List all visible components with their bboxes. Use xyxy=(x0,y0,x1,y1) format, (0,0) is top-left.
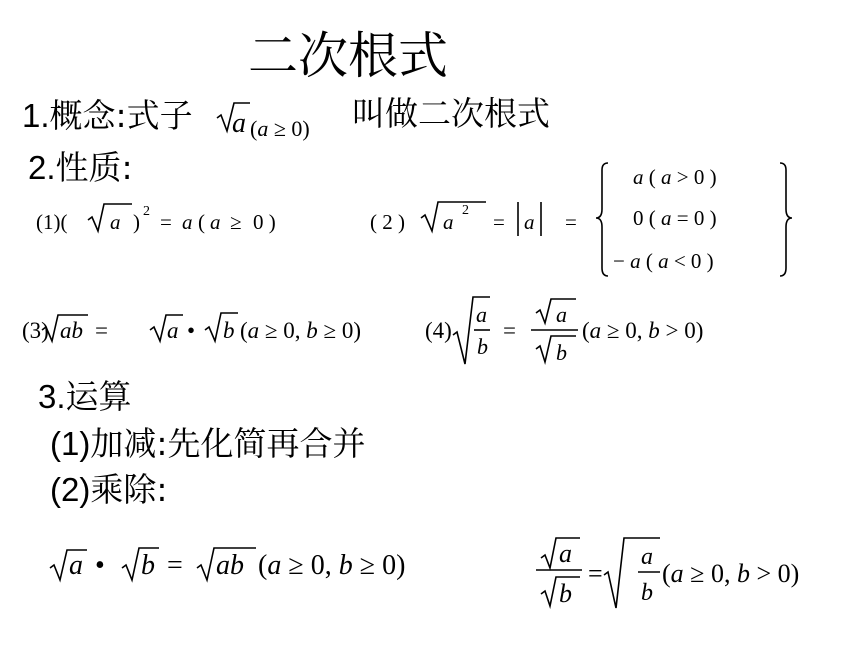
concept-number: 1. xyxy=(22,97,50,134)
svg-text:a: a xyxy=(110,210,121,234)
svg-text:ab: ab xyxy=(216,550,244,581)
svg-text:(3): (3) xyxy=(22,318,49,343)
svg-text:=: = xyxy=(503,318,516,343)
svg-text:0 ( a = 0 ): 0 ( a = 0 ) xyxy=(633,206,717,230)
add-subtract-number: (1) xyxy=(50,425,91,462)
svg-text:(a ≥ 0, b > 0): (a ≥ 0, b > 0) xyxy=(662,559,800,588)
svg-text:=: = xyxy=(588,559,603,588)
svg-text:a: a xyxy=(524,210,535,234)
svg-text:a: a xyxy=(69,550,83,581)
svg-text:≥: ≥ xyxy=(230,210,242,234)
svg-text:a: a xyxy=(182,210,193,234)
svg-text:(: ( xyxy=(198,210,205,234)
svg-text:(a ≥ 0): (a ≥ 0) xyxy=(250,116,310,141)
svg-text:(4): (4) xyxy=(425,318,452,343)
svg-text:b: b xyxy=(141,550,155,581)
p2-sqrt-sign xyxy=(421,202,486,231)
svg-text:a: a xyxy=(476,302,487,327)
svg-text:=: = xyxy=(565,210,577,234)
svg-text:− a ( a < 0 ): − a ( a < 0 ) xyxy=(613,249,714,273)
svg-text:=: = xyxy=(160,210,172,234)
svg-text:a: a xyxy=(641,544,653,570)
properties-number: 2. xyxy=(28,149,56,186)
svg-text:b: b xyxy=(223,318,235,343)
svg-text:ab: ab xyxy=(60,318,83,343)
operations-number: 3. xyxy=(38,378,66,415)
svg-text:( 2 ): ( 2 ) xyxy=(370,210,405,234)
svg-text:(a ≥ 0, b ≥ 0): (a ≥ 0, b ≥ 0) xyxy=(258,550,406,581)
svg-text:=: = xyxy=(167,550,183,581)
svg-text:•: • xyxy=(187,318,196,343)
svg-text:a ( a > 0 ): a ( a > 0 ) xyxy=(633,165,717,189)
svg-text:a: a xyxy=(556,302,567,327)
svg-text:(a ≥ 0, b ≥ 0): (a ≥ 0, b ≥ 0) xyxy=(240,318,362,343)
svg-text:(1)(: (1)( xyxy=(36,210,68,234)
svg-text:b: b xyxy=(641,580,653,606)
svg-text:b: b xyxy=(477,334,488,359)
svg-text:a: a xyxy=(232,108,246,139)
multiply-divide-number: (2) xyxy=(50,471,91,508)
svg-text:b: b xyxy=(556,340,567,365)
svg-text:•: • xyxy=(95,550,105,581)
multiply-divide-text: 乘除: xyxy=(90,470,168,509)
concept-label: 概念:式子 xyxy=(49,96,193,135)
add-subtract-text: 加减:先化简再合并 xyxy=(90,424,366,463)
properties-label: 性质: xyxy=(55,148,133,187)
svg-text:b: b xyxy=(559,579,572,608)
operations-label: 运算 xyxy=(65,377,132,416)
svg-text:=: = xyxy=(95,318,108,343)
svg-text:2: 2 xyxy=(462,203,469,218)
page-title: 二次根式 xyxy=(248,27,448,85)
svg-text:a: a xyxy=(210,210,221,234)
svg-text:2: 2 xyxy=(143,204,150,219)
svg-text:a: a xyxy=(559,539,572,568)
concept-suffix: 叫做二次根式 xyxy=(352,94,550,133)
svg-text:a: a xyxy=(443,210,454,234)
svg-text:(a ≥ 0, b > 0): (a ≥ 0, b > 0) xyxy=(582,318,704,343)
svg-text:0 ): 0 ) xyxy=(253,210,276,234)
left-brace xyxy=(596,163,608,276)
svg-text:=: = xyxy=(493,210,505,234)
svg-text:): ) xyxy=(133,210,140,234)
right-brace xyxy=(780,163,792,276)
svg-text:a: a xyxy=(167,318,179,343)
